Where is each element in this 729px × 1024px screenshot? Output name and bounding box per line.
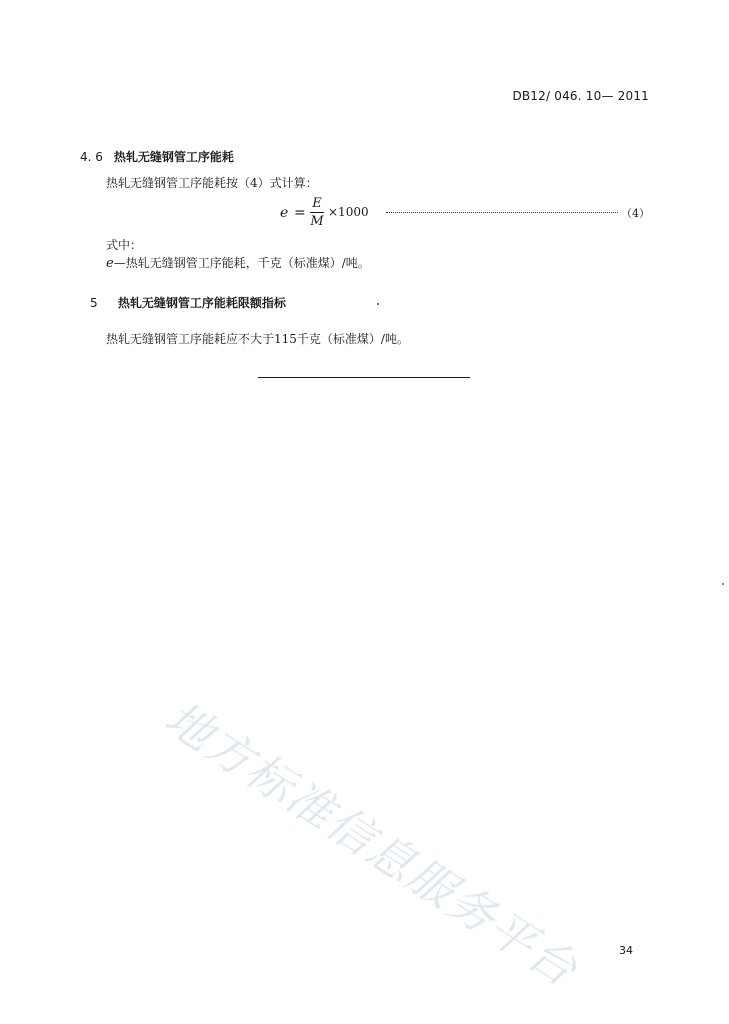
end-of-document-rule xyxy=(258,377,470,378)
variable-symbol: e xyxy=(106,256,114,271)
scan-speck xyxy=(722,583,724,585)
where-label: 式中： xyxy=(106,238,143,252)
formula-denominator: M xyxy=(310,214,324,229)
section-5-heading xyxy=(90,294,286,311)
fraction-bar xyxy=(310,212,324,213)
formula-numerator: E xyxy=(312,196,322,211)
scan-speck xyxy=(377,303,379,305)
formula-multiplier: ×1000 xyxy=(328,205,369,219)
variable-description: —热轧无缝钢管工序能耗，千克（标准煤）/吨。 xyxy=(113,256,370,270)
section-number: 5 xyxy=(90,296,98,310)
section-title: 热轧无缝钢管工序能耗限额指标 xyxy=(117,296,286,310)
section-4-6-heading xyxy=(80,148,234,165)
formula-intro: 热轧无缝钢管工序能耗按（4）式计算： xyxy=(106,176,318,190)
formula-fraction xyxy=(310,196,324,229)
variable-definition xyxy=(106,254,370,271)
section-title: 热轧无缝钢管工序能耗 xyxy=(113,150,234,164)
section-number: 4. 6 xyxy=(80,150,103,164)
equation-number: （4） xyxy=(621,207,650,220)
page-number: 34 xyxy=(619,944,633,957)
formula-lhs: e xyxy=(280,205,289,221)
document-code: DB12/ 046. 10— 2011 xyxy=(512,89,649,103)
dot-leader xyxy=(386,212,618,213)
watermark: 地方标准信息服务平台 xyxy=(155,690,588,998)
formula-equals: = xyxy=(294,205,306,221)
section-5-body: 热轧无缝钢管工序能耗应不大于115千克（标准煤）/吨。 xyxy=(106,332,409,346)
formula-4 xyxy=(280,196,650,232)
